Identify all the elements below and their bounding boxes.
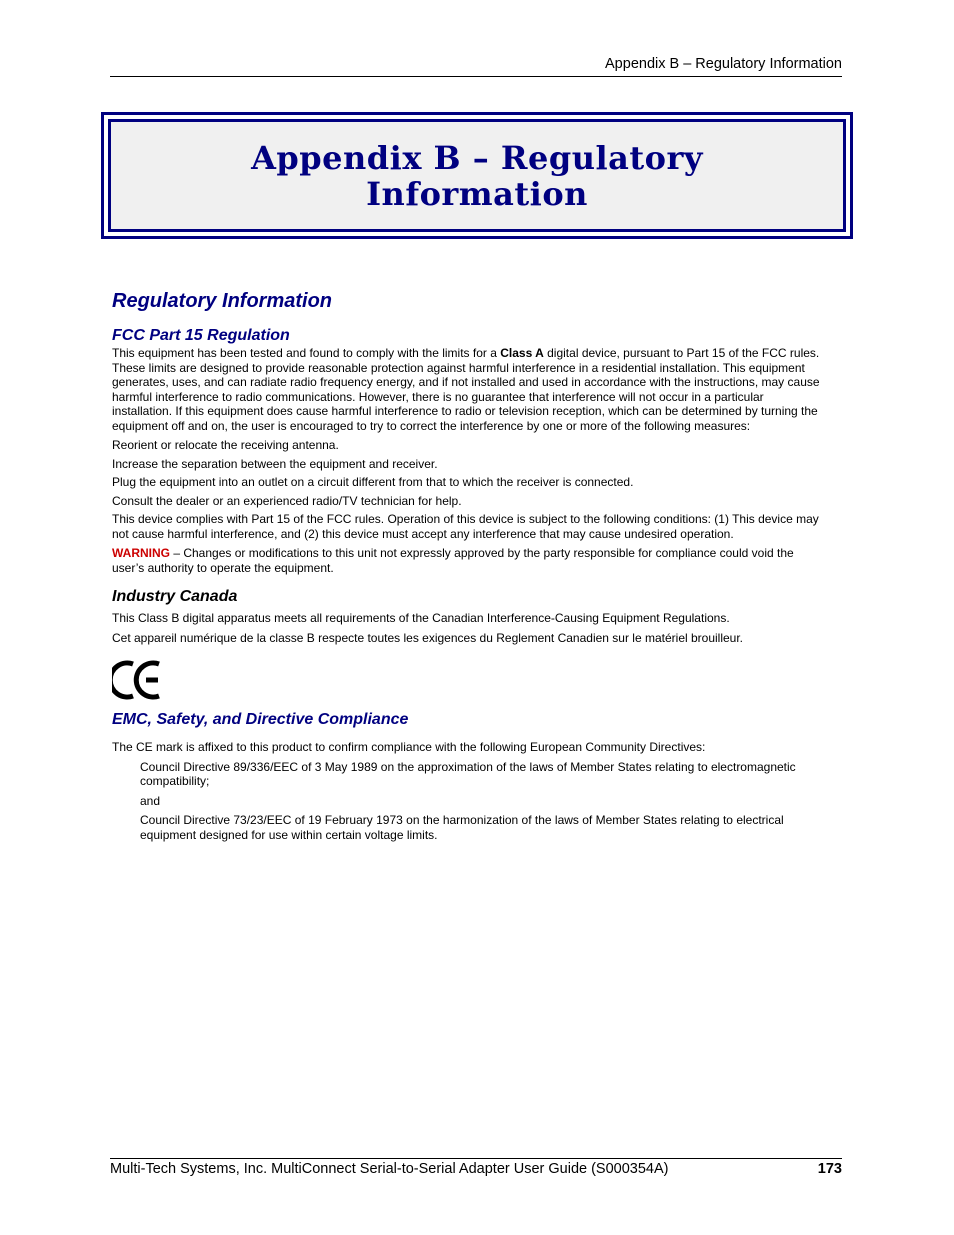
appendix-title	[251, 140, 703, 212]
canada-french-paragraph: Cet appareil numérique de la classe B respecte toutes les exigences du Reglement Canadien sur le matériel brouilleur.	[112, 630, 744, 645]
running-header: Appendix B – Regulatory Information	[605, 56, 842, 72]
fcc-class-a: Class A	[500, 346, 544, 360]
fcc-measure: Increase the separation between the equipment and receiver.	[112, 456, 438, 471]
section-heading: Regulatory Information	[112, 290, 333, 312]
header-rule	[110, 76, 842, 77]
appendix-title-line2: Information	[366, 174, 588, 213]
ce-mark-icon	[112, 659, 822, 706]
footer-rule	[110, 1158, 842, 1159]
fcc-intro-paragraph	[112, 346, 822, 433]
fcc-heading: FCC Part 15 Regulation	[112, 327, 290, 344]
fcc-warning-paragraph	[112, 546, 822, 575]
appendix-title-line1: Appendix B – Regulatory	[251, 138, 703, 177]
emc-directive-2: Council Directive 73/23/EEC of 19 February 1973 on the harmonization of the laws of Member States relating to electrical equipment designed for use within certain voltage limits.	[140, 813, 784, 842]
ce-mark-svg	[112, 659, 164, 701]
fcc-measure: Plug the equipment into an outlet on a circuit different from that to which the receiver is connected.	[112, 475, 634, 489]
emc-intro-paragraph: The CE mark is affixed to this product to confirm compliance with the following European Community Directives:	[112, 740, 706, 754]
page-number: 173	[817, 1161, 842, 1177]
fcc-measure: Consult the dealer or an experienced radio/TV technician for help.	[112, 493, 462, 508]
fcc-intro-start: This equipment has been tested and found to comply with the limits for a	[112, 346, 501, 360]
fcc-compliance-paragraph: This device complies with Part 15 of the FCC rules. Operation of this device is subject to the following conditions: (1) This device may not cause harmful interference, and (2) this device must accept any interference that may cause undesired operation.	[112, 512, 819, 541]
title-box-inner	[108, 119, 846, 232]
footer-text: Multi-Tech Systems, Inc. MultiConnect Serial-to-Serial Adapter User Guide (S000354A)	[110, 1161, 669, 1177]
warning-text: – Changes or modifications to this unit not expressly approved by the party responsible for compliance could void the user’s authority to operate the equipment.	[112, 546, 794, 575]
emc-and: and	[140, 793, 161, 808]
title-box	[101, 112, 853, 239]
industry-canada-heading: Industry Canada	[112, 588, 238, 605]
emc-heading: EMC, Safety, and Directive Compliance	[112, 711, 409, 728]
page-content	[112, 286, 822, 842]
warning-label: WARNING	[112, 546, 170, 560]
fcc-measure: Reorient or relocate the receiving antenna.	[112, 438, 339, 452]
canada-english-paragraph: This Class B digital apparatus meets all requirements of the Canadian Interference-Causing Equipment Regulations.	[112, 611, 730, 625]
fcc-intro-end: digital device, pursuant to Part 15 of the FCC rules. These limits are designed to provide reasonable protection against harmful interference in a residential installation. This equipment generates, uses, and can radiate radio frequency energy, and if not installed and used in accordance with the instructions, may cause harmful interference to radio communications. However, there is no guarantee that interference will not occur in a particular installation. If this equipment does cause harmful interference to radio or television reception, which can be determined by turning the equipment off and on, the user is encouraged to try to correct the interference by one or more of the following measures:	[112, 346, 820, 433]
emc-directive-1: Council Directive 89/336/EEC of 3 May 1989 on the approximation of the laws of Member States relating to electromagnetic compatibility;	[140, 759, 796, 788]
